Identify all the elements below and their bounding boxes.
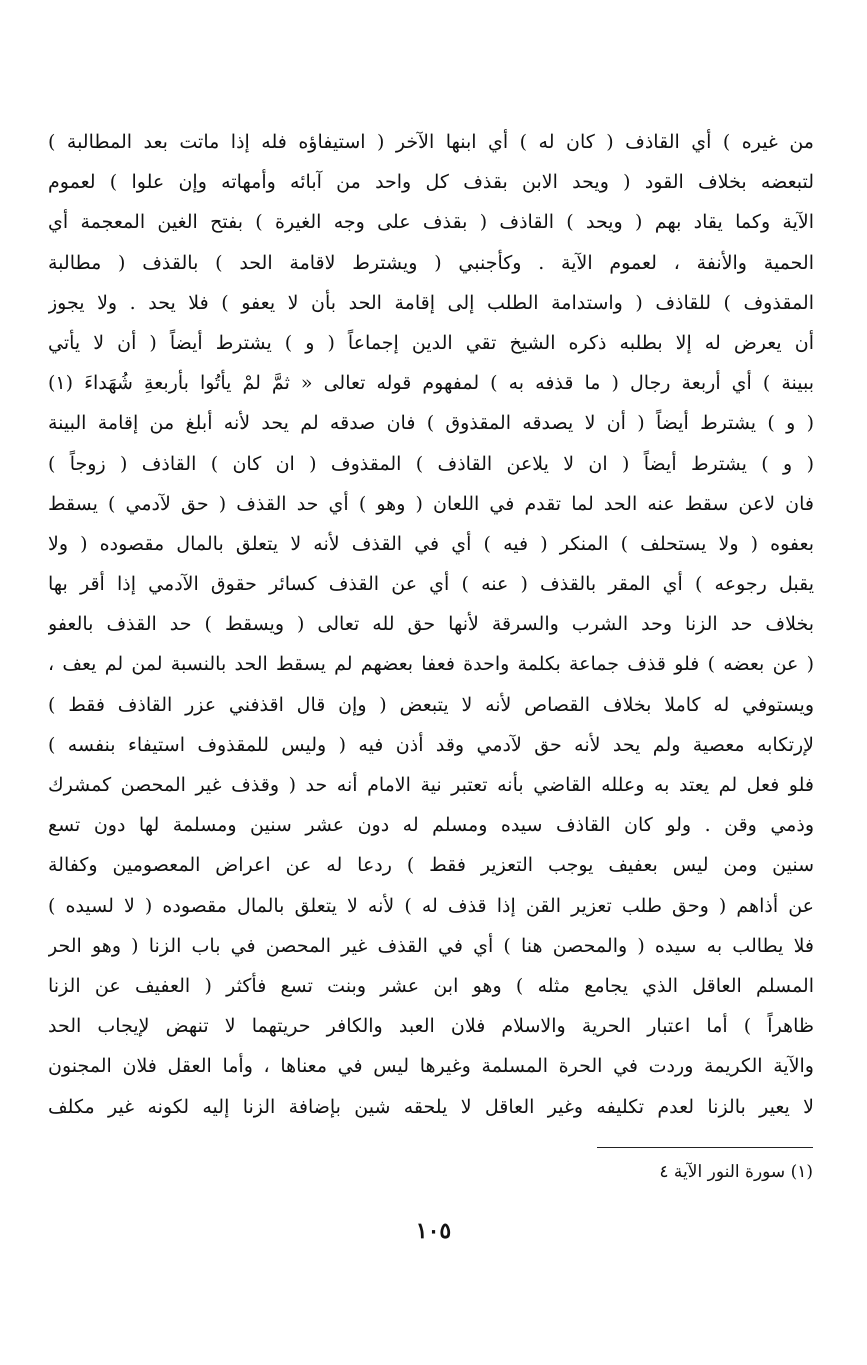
main-text-block (48, 122, 814, 1127)
text-line: لتبعضه بخلاف القود ( ويحد الابن بقذف كل واحد من آبائه وأمهاته وإن علوا ) لعموم (48, 171, 814, 194)
text-line: ويستوفي له كاملا بخلاف القصاص لأنه لا يتبعض ( وإن قال اقذفني عزر القاذف فقط ) (48, 693, 814, 716)
footnote: (١) سورة النور الآية ٤ (659, 1162, 813, 1182)
text-line: المسلم العاقل الذي يجامع مثله ) وهو ابن عشر وبنت تسع فأكثر ( العفيف عن الزنا (48, 974, 814, 997)
text-line: بعفوه ( ولا يستحلف ) المنكر ( فيه ) أي في القذف لأنه لا يتعلق بالمال مقصوده ( ولا (48, 532, 814, 555)
text-line: ( و ) يشترط أيضاً ( أن لا يصدقه المقذوق ) فان صدقه لم يحد لأنه أبلغ من إقامة البينة (48, 412, 814, 435)
text-line: فلا يطالب به سيده ( والمحصن هنا ) أي في القذف غير المحصن في باب الزنا ( وهو الحر (48, 934, 814, 957)
text-line: المقذوف ) للقاذف ( واستدامة الطلب إلى إقامة الحد بأن لا يعفو ) فلا يحد . ولا يجوز (48, 291, 814, 314)
text-line: ( و ) يشترط أيضاً ( ان لا يلاعن القاذف ) المقذوف ( ان كان ) القاذف ( زوجاً ) (48, 452, 814, 475)
text-line: الحمية والأنفة ، لعموم الآية . وكأجنبي ( ويشترط لاقامة الحد ) بالقذف ( مطالبة (48, 251, 814, 274)
text-line: يقبل رجوعه ) أي المقر بالقذف ( عنه ) أي عن القذف كسائر حقوق الآدمي إذا أقر بها (48, 573, 814, 596)
text-line: والآية الكريمة وردت في الحرة المسلمة وغيرها ليس في معناها ، وأما العقل فلان المجنون (48, 1055, 814, 1078)
text-line: ظاهراً ) أما اعتبار الحرية والاسلام فلان العبد والكافر حريتهما لا تنهض لإيجاب الحد (48, 1015, 814, 1038)
text-line: سنين ومن ليس بعفيف يوجب التعزير فقط ) ردعا له عن اعراض المعصومين وكفالة (48, 854, 814, 877)
page-number: ١٠٥ (415, 1218, 452, 1244)
footnote-separator (597, 1147, 813, 1148)
text-line: فلو فعل لم يعتد به وعلله القاضي بأنه تعتبر نية الامام أنه حد ( وقذف غير المحصن كمشرك (48, 774, 814, 796)
text-line: فان لاعن سقط عنه الحد لما تقدم في اللعان ( وهو ) أي حد القذف ( حق لآدمي ) يسقط (48, 492, 814, 515)
text-line: عن أذاهم ( وحق طلب تعزير القن إذا قذف له ) لأنه لا يتعلق بالمال مقصوده ( لا لسيده ) (48, 894, 814, 917)
text-line: لإرتكابه معصية ولم يحد لأنه حق لآدمي وقد أذن فيه ( وليس للمقذوف استيفاء بنفسه ) (48, 733, 814, 756)
text-line: الآية وكما يقاد بهم ( ويحد ) القاذف ( بقذف على وجه الغيرة ) بفتح الغين المعجمة أي (48, 211, 814, 234)
text-line: بخلاف حد الزنا وحد الشرب والسرقة لأنها حق لله تعالى ( ويسقط ) حد القذف بالعفو (48, 613, 814, 636)
text-line: ببينة ) أي أربعة رجال ( ما قذفه به ) لمفهوم قوله تعالى « ثمَّ لمْ يأتُوا بأربعةِ شُهَداءَ (١) (48, 372, 814, 395)
text-line: لا يعير بالزنا لعدم تكليفه وغير العاقل لا يلحقه شين بإضافة الزنا إليه لكونه غير مكلف (48, 1095, 814, 1118)
text-line: من غيره ) أي القاذف ( كان له ) أي ابنها الآخر ( استيفاؤه فله إذا ماتت بعد المطالبة ) (48, 131, 814, 153)
text-line: وذمي وقن . ولو كان القاذف سيده ومسلم له دون عشر سنين ومسلمة لها دون تسع (48, 814, 814, 837)
text-line: ( عن بعضه ) فلو قذف جماعة بكلمة واحدة فعفا بعضهم لم يسقط الحد بالنسبة لمن لم يعف ، (48, 653, 814, 676)
text-line: أن يعرض له إلا بطلبه ذكره الشيخ تقي الدين إجماعاً ( و ) يشترط أيضاً ( أن لا يأتي (48, 331, 814, 354)
